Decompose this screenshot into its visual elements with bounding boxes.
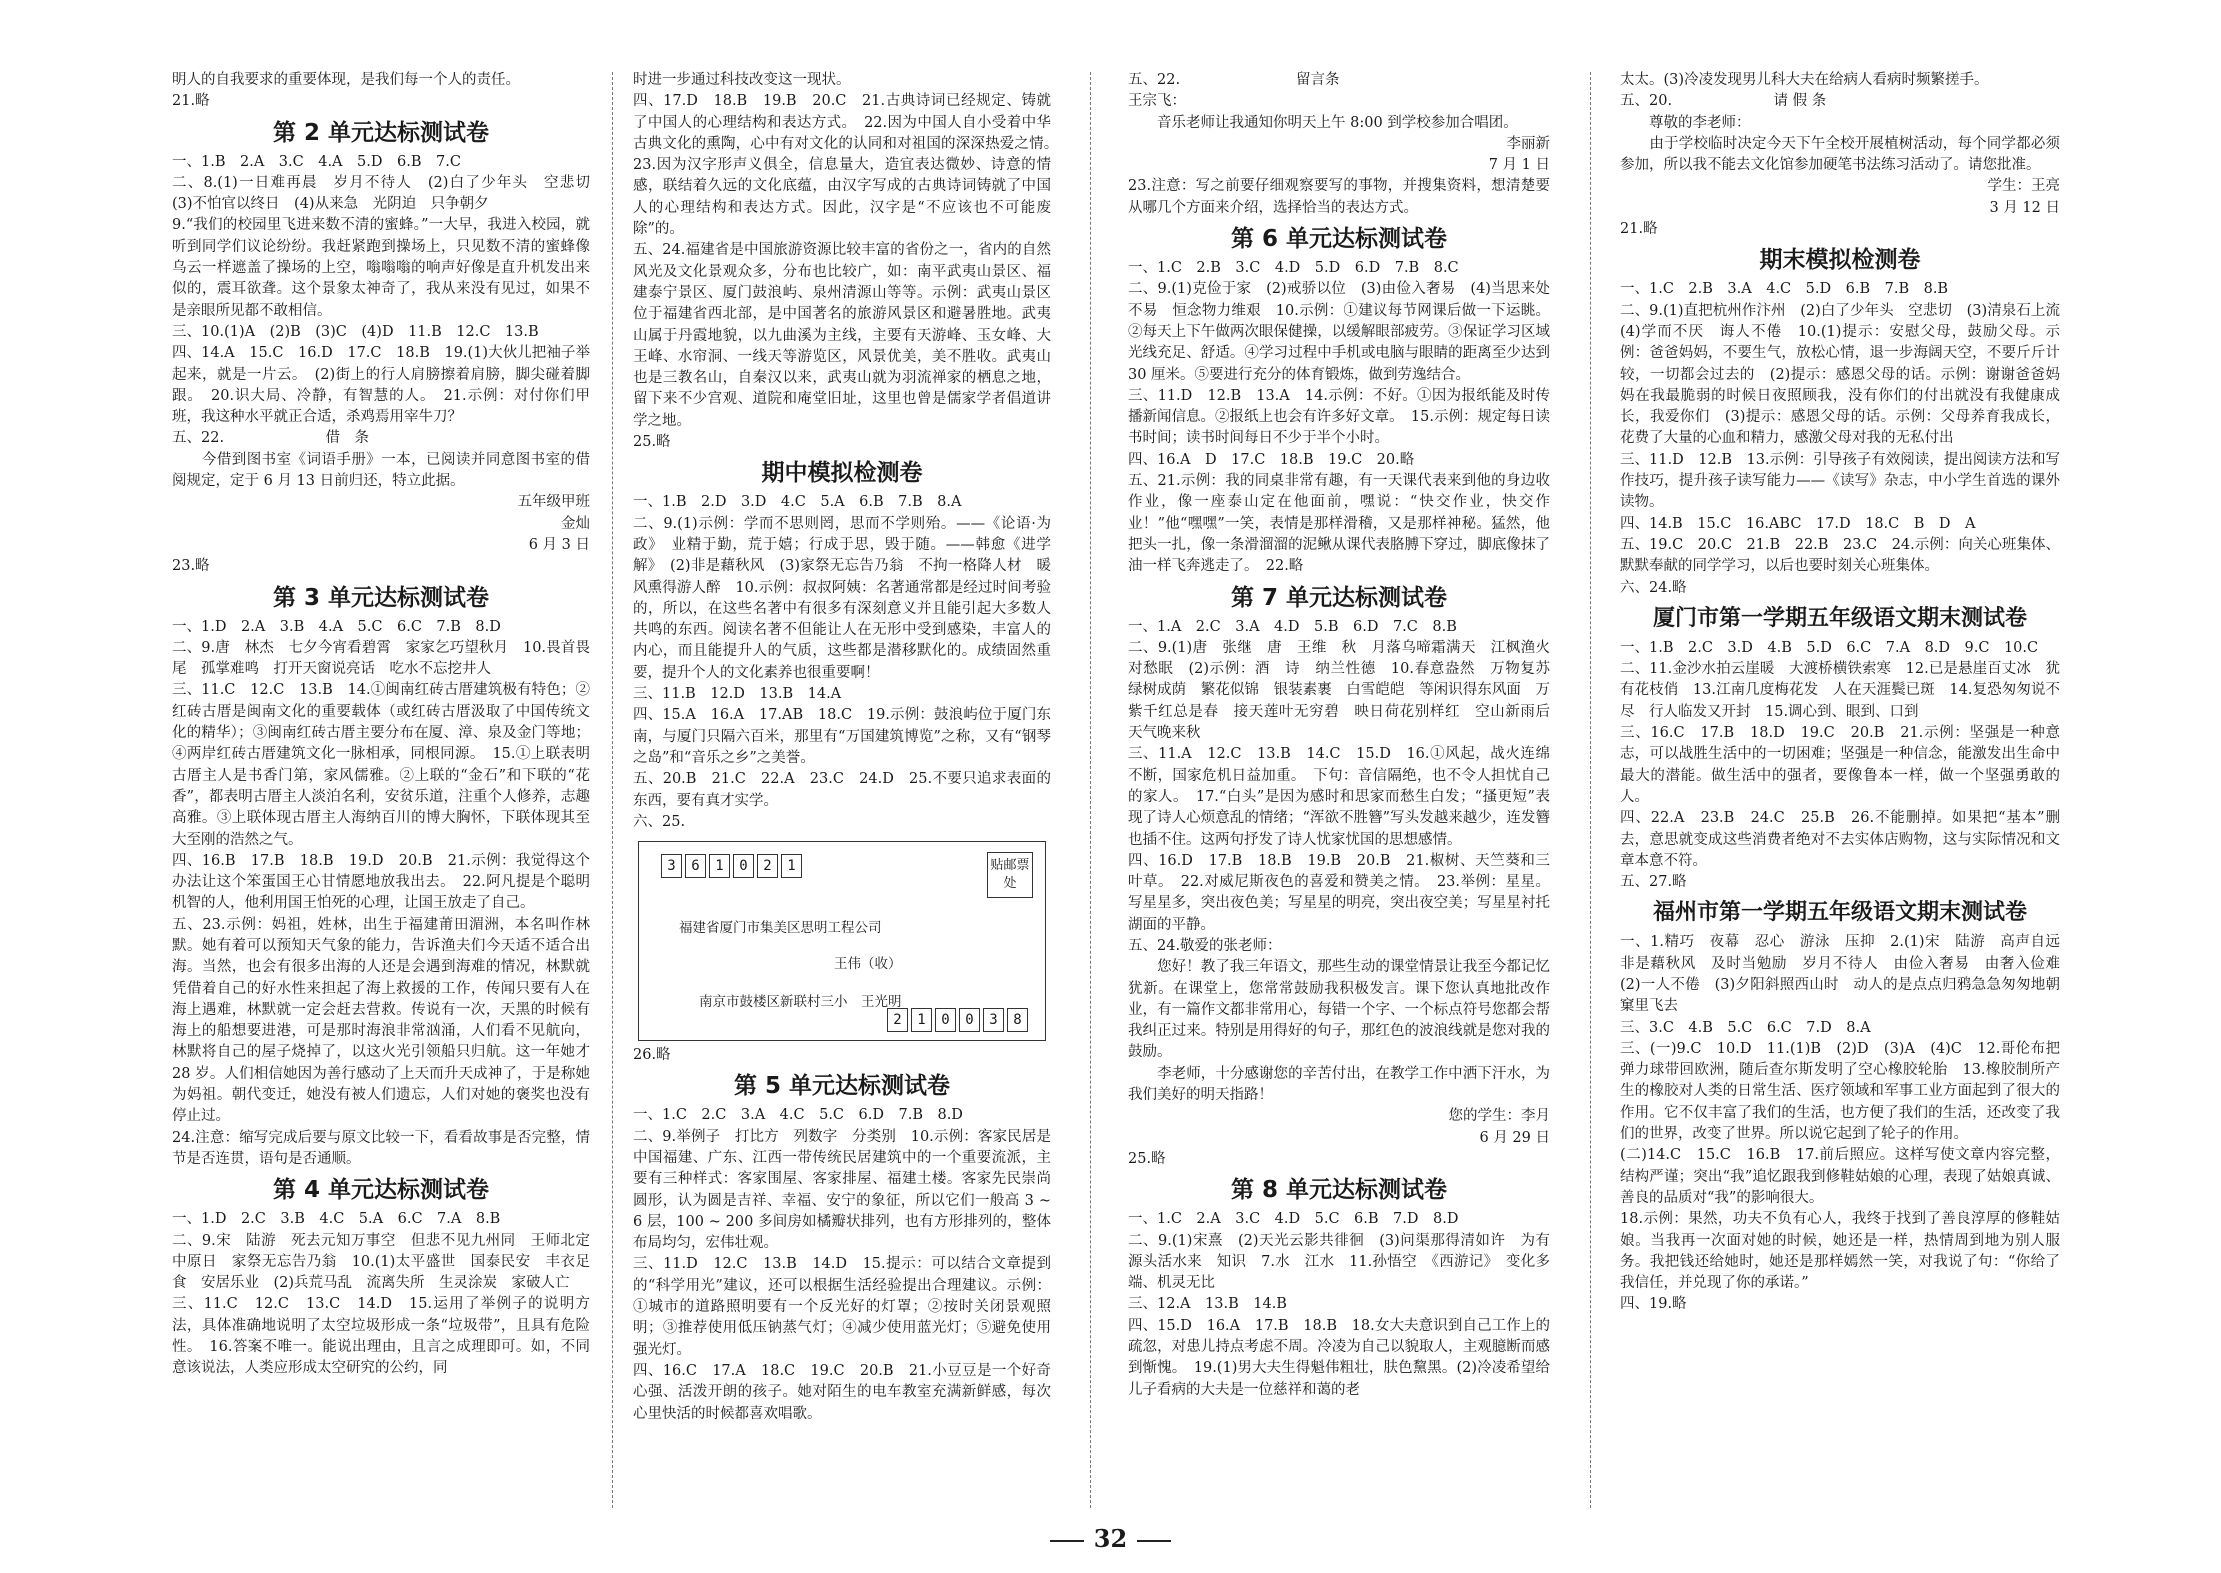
page-number: [0, 1524, 2221, 1553]
answer-paragraph: 今借到图书室《词语手册》一本，已阅读并同意图书室的借阅规定，定于 6 月 13 日前归还，特立此据。: [172, 451, 590, 490]
answer-paragraph: 五、24.敬爱的张老师：: [1128, 937, 1282, 954]
answer-paragraph: 四、14.A 15.C 16.D 17.C 18.B 19.(1)大伙儿把袖子举起来，就是一片云。 (2)街上的行人肩膀擦着肩膀，脚尖碰着脚跟。 20.识大局、冷静，有智慧的人。 21.示例：对付你们甲班，我这种水平就正合适，杀鸡焉用宰牛刀？: [172, 345, 590, 426]
answer-paragraph: 三、11.D 12.B 13.A 14.示例：不好。①因为报纸能及时传播新闻信息。②报纸上也会有许多好文章。 15.示例：规定每日读书时间；读书时间每日不少于半个小时。: [1128, 387, 1550, 447]
zip-digit-box: 0: [935, 1008, 956, 1032]
answer-paragraph: 一、1.精巧 夜幕 忍心 游泳 压抑 2.(1)宋 陆游 高声自远 非是藉秋风 及时当勉励 岁月不待人 由俭入奢易 由奢入俭难 (2)一人不倦 (3)夕阳斜照西山时 动人的是点点归鸦急急匆匆地朝窠里飞去: [1620, 934, 2075, 1015]
answer-paragraph: 18.示例：果然，功夫不负有心人，我终于找到了善良淳厚的修鞋姑娘。当我再一次面对她的时候，她还是一样，热情周到地为别人服务。我把钱还给她时，她还是那样嫣然一笑，对我说了句：“你给了我信任，并兑现了你的承诺。”: [1620, 1211, 2060, 1292]
column-divider-1: [612, 72, 613, 1508]
answer-column-3: [1128, 70, 1565, 1510]
answer-paragraph: 四、15.A 16.A 17.AB 18.C 19.示例：鼓浪屿位于厦门东南，与厦门只隔六百米，那里有“万国建筑博览”之称，又有“钢琴之岛”和“音乐之乡”之美誉。: [633, 707, 1051, 766]
answer-paragraph: 尊敬的李老师：: [1620, 114, 1751, 131]
answer-paragraph: 21.略: [1620, 221, 1658, 238]
sender-zip-boxes: [661, 854, 805, 878]
sender-address: 南京市鼓楼区新联村三小 王光明: [699, 994, 902, 1011]
answer-paragraph: 23.略: [172, 558, 210, 575]
page-number-value: 32: [1093, 1524, 1128, 1553]
envelope-diagram: [638, 841, 1046, 1041]
answer-paragraph: 四、15.D 16.A 17.B 18.B 18.女大夫意识到自己工作上的疏忽，对患儿持点考虑不周。冷凌为自己以貌取人，主观臆断而感到惭愧。 19.(1)男大夫生得魁伟粗壮，肤色黧黑。(2)冷凌希望给儿子看病的大夫是一位慈祥和蔼的老: [1128, 1317, 1550, 1398]
answer-paragraph: 四、16.A D 17.C 18.B 19.C 20.略: [1128, 451, 1415, 468]
answer-paragraph: 五、22. 留言条: [1128, 72, 1340, 88]
answer-paragraph: 二、8.(1)一日难再晨 岁月不待人 (2)白了少年头 空悲切 (3)不怕官以终日 (4)从来急 光阴迫 只争朝夕: [172, 174, 605, 213]
stamp-box: [987, 852, 1033, 898]
section-heading: 第 8 单元达标测试卷: [1230, 1177, 1448, 1204]
answer-paragraph: 26.略: [633, 1047, 671, 1064]
section-heading: 第 4 单元达标测试卷: [272, 1177, 490, 1204]
section-heading: 第 7 单元达标测试卷: [1230, 584, 1448, 611]
signature-line: 金灿: [561, 515, 590, 532]
recipient-zip-boxes: [887, 1008, 1031, 1032]
answer-paragraph: 二、9.(1)宋熹 (2)天光云影共徘徊 (3)问渠那得清如许 为有源头活水来 知识 7.水 江水 11.孙悟空 《西游记》 变化多端、机灵无比: [1128, 1232, 1550, 1292]
column-divider-2: [1090, 72, 1091, 1508]
signature-line: 7 月 1 日: [1488, 157, 1550, 174]
column-divider-3: [1590, 72, 1591, 1508]
answer-paragraph: 时进一步通过科技改变这一现状。: [633, 72, 851, 88]
answer-paragraph: 五、19.C 20.C 21.B 22.B 23.C 24.示例：向关心班集体、默默奉献的同学学习，以后也要时刻关心班集体。: [1620, 536, 2060, 575]
zip-digit-box: 0: [959, 1008, 980, 1032]
section-heading: 第 6 单元达标测试卷: [1230, 226, 1448, 253]
answer-paragraph: 三、11.C 12.C 13.C 14.D 15.运用了举例子的说明方法，具体准确地说明了太空垃圾形成一条“垃圾带”，且具有危险性。 16.答案不唯一。能说出理由，且言之成理即可。如，不同意该说法，人类应形成太空研究的公约，同: [172, 1296, 590, 1377]
answer-paragraph: 二、9.宋 陆游 死去元知万事空 但悲不见九州同 王师北定中原日 家祭无忘告乃翁 10.(1)太平盛世 国泰民安 丰衣足食 安居乐业 (2)兵荒马乱 流离失所 生灵涂炭 家破人亡: [172, 1232, 590, 1292]
answer-paragraph: 一、1.A 2.C 3.A 4.D 5.B 6.D 7.C 8.B: [1128, 618, 1457, 635]
answer-paragraph: 一、1.D 2.C 3.B 4.C 5.A 6.C 7.A 8.B: [172, 1211, 501, 1228]
zip-digit-box: 2: [757, 854, 778, 878]
zip-digit-box: 2: [887, 1008, 908, 1032]
answer-paragraph: 三、12.A 13.B 14.B: [1128, 1296, 1287, 1313]
answer-paragraph: 四、14.B 15.C 16.ABC 17.D 18.C B D A: [1620, 515, 1976, 532]
zip-digit-box: 6: [685, 854, 706, 878]
answer-paragraph: 9.“我们的校园里飞进来数不清的蜜蜂。”一大早，我进入校园，就听到同学们议论纷纷。我赶紧跑到操场上，只见数不清的蜜蜂像乌云一样遮盖了操场的上空，嗡嗡嗡的响声好像是直升机发出来似的，震耳欲聋。这个景象太神奇了，我从来没有见过，如果不是亲眼所见都不敢相信。: [172, 217, 590, 319]
recipient-name: 王伟（收）: [834, 956, 902, 973]
answer-paragraph: 二、9.唐 林杰 七夕今宵看碧霄 家家乞巧望秋月 10.畏首畏尾 孤掌难鸣 打开天窗说亮话 吃水不忘挖井人: [172, 639, 590, 678]
answer-paragraph: 四、17.D 18.B 19.B 20.C 21.古典诗词已经规定、铸就了中国人的心理结构和表达方式。 22.因为中国人自小受着中华古典文化的熏陶，心中有对文化的认同和对祖国的深深热爱之情。 23.因为汉字形声义俱全，信息量大，造宜表达微妙、诗意的情感，联结着久远的文化底蕴，由汉字写成的古典诗词铸就了中国人的心理结构和表达方式。因此，汉字是“不应该也不可能废除”的。: [633, 93, 1066, 238]
answer-paragraph: 24.注意：缩写完成后要与原文比较一下，看看故事是否完整，情节是否连贯，语句是否通顺。: [172, 1129, 590, 1167]
signature-line: 五年级甲班: [517, 494, 590, 511]
answer-paragraph: 二、11.金沙水拍云崖暖 大渡桥横铁索寒 12.已是悬崖百丈冰 犹有花枝俏 13.江南几度梅花发 人在天涯鬓已斑 14.复恐匆匆说不尽 行人临发又开封 15.调心到、眼到、口到: [1620, 661, 2060, 720]
answer-paragraph: 三、3.C 4.B 5.C 6.C 7.D 8.A: [1620, 1019, 1871, 1036]
section-heading: 第 3 单元达标测试卷: [272, 584, 490, 611]
answer-paragraph: 四、16.B 17.B 18.B 19.D 20.B 21.示例：我觉得这个办法让这个笨蛋国王心甘情愿地放我出去。 22.阿凡提是个聪明机智的人，他利用国王怕死的心理，让国王放走了自己。: [172, 852, 590, 912]
answer-paragraph: 21.略: [172, 93, 210, 110]
answer-paragraph: 三、(一)9.C 10.D 11.(1)B (2)D (3)A (4)C 12.哥伦布把弹力球带回欧洲，随后查尔斯发明了空心橡胶轮胎 13.橡胶制所产生的橡胶对人类的日常生活、医疗领域和军事工业方面起到了很大的作用。它不仅丰富了我们的生活，也方便了我们的生活，还改变了我们的世界，改变了世界。所以说它起到了轮子的作用。: [1620, 1040, 2060, 1143]
answer-paragraph: 一、1.C 2.A 3.C 4.D 5.C 6.B 7.D 8.D: [1128, 1211, 1459, 1228]
answer-paragraph: 五、20.B 21.C 22.A 23.C 24.D 25.不要只追求表面的东西，要有真才实学。: [633, 771, 1051, 809]
answer-paragraph: 四、22.A 23.B 24.C 25.B 26.不能删掉。如果把“基本”删去，意思就变成这些消费者绝对不去实体店购物，这与实际情况和文章本意不符。: [1620, 810, 2060, 869]
page-number-left-rule: [1050, 1540, 1084, 1542]
answer-paragraph: 五、22. 借 条: [172, 430, 370, 447]
answer-paragraph: 25.略: [633, 434, 671, 451]
section-heading: 期中模拟检测卷: [761, 460, 923, 487]
answer-paragraph: 二、9.(1)克俭于家 (2)戒骄以位 (3)由俭入奢易 (4)当思来处不易 恒念物力维艰 10.示例：①建议每节网课后做一下运眺。②每天上下午做两次眼保健操，以缓解眼部疲劳。③保证学习区域光线充足、舒适。④学习过程中手机或电脑与眼睛的距离至少达到 30 厘米。⑤要进行充分的体育锻炼，做到劳逸结合。: [1128, 281, 1550, 383]
answer-paragraph: (二)14.C 15.C 16.B 17.前后照应。这样写使文章内容完整，结构严谨；突出“我”追忆跟我到修鞋姑娘的心理，表现了姑娘真诚、善良的品质对“我”的影响很大。: [1620, 1147, 2060, 1206]
answer-paragraph: 四、16.D 17.B 18.B 19.B 20.B 21.椒树、天竺葵和三叶草。 22.对威尼斯夜色的喜爱和赞美之情。 23.举例：星星。写星星多，突出夜色美；写星星的明亮，突出夜空美；写星星衬托湖面的平静。: [1128, 852, 1550, 933]
answer-column-1: [172, 70, 605, 1510]
answer-paragraph: 音乐老师让我通知你明天上午 8:00 到学校参加合唱团。: [1128, 114, 1518, 131]
answer-paragraph: 一、1.B 2.C 3.D 4.B 5.D 6.C 7.A 8.D 9.C 10.C: [1620, 639, 2039, 656]
signature-line: 6 月 3 日: [528, 536, 590, 553]
answer-paragraph: 太太。(3)冷凌发现男儿科大夫在给病人看病时频繁搓手。: [1620, 72, 1989, 88]
answer-paragraph: 三、10.(1)A (2)B (3)C (4)D 11.B 12.C 13.B: [172, 323, 539, 340]
answer-paragraph: 四、19.略: [1620, 1296, 1687, 1313]
answer-paragraph: 二、9.举例子 打比方 列数字 分类别 10.示例：客家民居是中国福建、广东、江西一带传统民居建筑中的一个重要流派，主要有三种样式：客家围屋、客家排屋、福建土楼。客家先民崇尚圆形，认为圆是吉祥、幸福、安宁的象征，所以它们一般高 3 ~ 6 层，100 ~ 200 多间房如橘瓣状排列，也有方形排列的，整体布局均匀，宏伟壮观。: [633, 1128, 1051, 1252]
answer-paragraph: 由于学校临时决定今天下午全校开展植树活动，每个同学都必须参加，所以我不能去文化馆参加硬笔书法练习活动了。请您批准。: [1620, 135, 2060, 174]
answer-paragraph: 一、1.C 2.C 3.A 4.C 5.C 6.D 7.B 8.D: [633, 1107, 963, 1124]
answer-paragraph: 三、16.C 17.B 18.D 19.C 20.B 21.示例：坚强是一种意志，可以战胜生活中的一切困难；坚强是一种信念，能激发出生命中最大的潜能。做生活中的强者，要像鲁本一样，做一个坚强勇敢的人。: [1620, 725, 2060, 805]
signature-line: 3 月 12 日: [1989, 199, 2060, 216]
answer-paragraph: 23.注意：写之前要仔细观察要写的事物，并搜集资料，想清楚要从哪几个方面来介绍，选择恰当的表达方式。: [1128, 178, 1550, 216]
page-number-right-rule: [1137, 1540, 1171, 1542]
answer-paragraph: 三、11.A 12.C 13.B 14.C 15.D 16.①风起，战火连绵不断，国家危机日益加重。 下句：音信隔绝，也不令人担忧自己的家人。 17.“白头”是因为感时和思家而愁生白发；“搔更短”表现了诗人心烦意乱的情绪；“浑欲不胜簪”写头发越来越少，连发簪也插不住。这两句抒发了诗人忧家忧国的思想感情。: [1128, 746, 1550, 848]
section-heading: 第 5 单元达标测试卷: [733, 1073, 951, 1100]
zip-digit-box: 1: [781, 854, 802, 878]
recipient-address: 福建省厦门市集美区思明工程公司: [679, 920, 882, 937]
zip-digit-box: 8: [1007, 1008, 1028, 1032]
stamp-label: 贴邮票处: [990, 858, 1030, 892]
answer-paragraph: 王宗飞：: [1128, 93, 1186, 110]
answer-paragraph: 明人的自我要求的重要体现，是我们每一个人的责任。: [172, 72, 520, 88]
answer-paragraph: 五、20. 请 假 条: [1620, 93, 1827, 110]
answer-paragraph: 一、1.B 2.A 3.C 4.A 5.D 6.B 7.C: [172, 153, 461, 170]
section-heading: 第 2 单元达标测试卷: [272, 119, 490, 146]
zip-digit-box: 1: [709, 854, 730, 878]
answer-paragraph: 三、11.B 12.D 13.B 14.A: [633, 686, 842, 703]
answer-paragraph: 一、1.C 2.B 3.C 4.D 5.D 6.D 7.B 8.C: [1128, 260, 1459, 277]
answer-paragraph: 四、16.C 17.A 18.C 19.C 20.B 21.小豆豆是一个好奇心强、活泼开朗的孩子。她对陌生的电车教室充满新鲜感，每次心里快活的时候都喜欢唱歌。: [633, 1362, 1051, 1422]
answer-paragraph: 六、24.略: [1620, 579, 1687, 596]
answer-paragraph: 25.略: [1128, 1150, 1166, 1167]
section-heading: 厦门市第一学期五年级语文期末测试卷: [1652, 605, 2027, 631]
answer-column-4: [1620, 70, 2075, 1510]
answer-paragraph: 三、11.C 12.C 13.B 14.①闽南红砖古厝建筑极有特色；②红砖古厝是闽南文化的重要载体（或红砖古厝汲取了中国传统文化的精华）；③闽南红砖古厝主要分布在厦、漳、泉及金门等地；④两岸红砖古厝建筑文化一脉相承，同根同源。 15.①上联表明古厝主人是书香门第，家风儒雅。②上联的“金石”和下联的“花香”，都表明古厝主人淡泊名利，安贫乐道，注重个人修养，志趣高雅。③上联体现古厝主人海纳百川的博大胸怀，下联体现其至大至刚的浩然之气。: [172, 682, 590, 848]
answer-paragraph: 二、9.(1)示例：学而不思则罔，思而不学则殆。——《论语·为政》 业精于勤，荒于嬉；行成于思，毁于随。——韩愈《进学解》 (2)非是藉秋风 (3)家祭无忘告乃翁 不拘一格降人材 暖风熏得游人醉 10.示例：叔叔阿姨：名著通常都是经过时间考验的，所以，在这些名著中有很多有深刻意义并且能引起大多数人共鸣的东西。阅读名著不但能让人在无形中受到感染，丰富人的内心，而且能提升人的气质，这些都是潜移默化的。成绩固然重要，提升个人的文化素养也很重要啊！: [633, 515, 1051, 681]
answer-paragraph: 您好！教了我三年语文，那些生动的课堂情景让我至今都记忆犹新。在课堂上，您常常鼓励我积极发言。课下您认真地批改作业，有一篇作文都非常用心，每错一个字、一个标点符号您都会帮我纠正过来。特别是用得好的句子，那红色的波浪线就是您对我的鼓励。: [1128, 959, 1550, 1061]
answer-paragraph: 五、21.示例：我的同桌非常有趣，有一天课代表来到他的身边收作业，像一座泰山定在他面前，嘿说：“快交作业，快交作业！”他“嘿嘿”一笑，表情是那样滑稽，又是那样神秘。猛然，他把头一扎，像一条滑溜溜的泥鳅从课代表胳膊下穿过，脚底像抹了油一样飞奔逃走了。 22.略: [1128, 473, 1550, 575]
zip-digit-box: 3: [983, 1008, 1004, 1032]
answer-paragraph: 六、25.: [633, 813, 686, 830]
signature-line: 6 月 29 日: [1479, 1129, 1550, 1146]
answer-paragraph: 五、24.福建省是中国旅游资源比较丰富的省份之一，省内的自然风光及文化景观众多，分布也比较广，如：南平武夷山景区、福建泰宁景区、厦门鼓浪屿、泉州清源山等等。示例：武夷山景区位于福建省西北部，是中国著名的旅游风景区和避暑胜地。武夷山属于丹霞地貌，以九曲溪为主线，主要有天游峰、玉女峰、大王峰、水帘洞、一线天等游览区，风景优美，美不胜收。武夷山也是三教名山，自秦汉以来，武夷山就为羽流禅家的栖息之地，留下来不少宫观、道院和庵堂旧址，这里也曾是儒家学者倡道讲学之地。: [633, 242, 1051, 429]
answer-paragraph: 二、9.(1)唐 张继 唐 王维 秋 月落乌啼霜满天 江枫渔火对愁眠 (2)示例：酒 诗 纳兰性德 10.春意盎然 万物复苏 绿树成荫 繁花似锦 银装素裹 白雪皑皑 等闲识得东风面 万紫千红总是春 接天莲叶无穷碧 映日荷花别样红 空山新雨后 天气晚来秋: [1128, 639, 1565, 742]
zip-digit-box: 1: [911, 1008, 932, 1032]
answer-paragraph: 一、1.D 2.A 3.B 4.A 5.C 6.C 7.B 8.D: [172, 618, 501, 635]
answer-paragraph: 一、1.B 2.D 3.D 4.C 5.A 6.B 7.B 8.A: [633, 494, 962, 511]
section-heading: 期末模拟检测卷: [1759, 247, 1921, 274]
signature-line: 您的学生：李月: [1448, 1108, 1550, 1125]
answer-paragraph: 二、9.(1)直把杭州作汴州 (2)白了少年头 空悲切 (3)清泉石上流 (4)学而不厌 诲人不倦 10.(1)提示：安慰父母，鼓励父母。示例：爸爸妈妈，不要生气，放松心情，退一步海阔天空，不要斤斤计较，一切都会过去的 (2)提示：感恩父母的话。示例：谢谢爸爸妈妈在我最脆弱的时候日夜照顾我，没有你们的付出就没有我健康成长，我爱你们 (3)提示：感恩父母的话。示例：父母养育我成长，花费了大量的心血和精力，感激父母对我的无私付出: [1620, 302, 2075, 447]
answer-paragraph: 五、27.略: [1620, 874, 1687, 891]
answer-column-2: [633, 70, 1066, 1510]
answer-paragraph: 三、11.D 12.B 13.示例：引导孩子有效阅读，提出阅读方法和写作技巧，提升孩子读写能力——《读写》杂志，中小学生首选的课外读物。: [1620, 451, 2060, 511]
zip-digit-box: 3: [661, 854, 682, 878]
signature-line: 学生：王亮: [1987, 178, 2060, 195]
section-heading: 福州市第一学期五年级语文期末测试卷: [1652, 900, 2027, 926]
signature-line: 李丽新: [1506, 135, 1550, 152]
answer-paragraph: 三、11.D 12.C 13.B 14.D 15.提示：可以结合文章提到的“科学用光”建议，还可以根据生活经验提出合理建议。示例：①城市的道路照明要有一个反光好的灯罩；②按时关闭景观照明；③推荐使用低压钠蒸气灯；④减少使用蓝光灯；⑤避免使用强光灯。: [633, 1256, 1051, 1358]
answer-paragraph: 李老师，十分感谢您的辛苦付出，在教学工作中洒下汗水，为我们美好的明天指路！: [1128, 1065, 1550, 1104]
answer-paragraph: 一、1.C 2.B 3.A 4.C 5.D 6.B 7.B 8.B: [1620, 281, 1949, 298]
zip-digit-box: 0: [733, 854, 754, 878]
answer-paragraph: 五、23.示例：妈祖，姓林，出生于福建莆田湄洲，本名叫作林默。她有着可以预知天气象的能力，告诉渔夫们今天适不适合出海。当然，也会有很多出海的人还是会遇到海难的情况，林默就凭借着自己的好水性来担起了海上救援的工作，传闻只要有人在海上遇难，林默就一定会赶去营救。传说有一次，天黑的时候有海上的船想要进港，可是那时海浪非常汹涌，人们看不见航向，林默将自己的屋子烧掉了，以这火光引领船只归航。这一年她才 28 岁。人们相信她因为善行感动了上天而升天成神了，于是称她为妈祖。朝代变迁，她没有被人们遗忘，人们对她的褒奖也没有停止过。: [172, 916, 590, 1125]
